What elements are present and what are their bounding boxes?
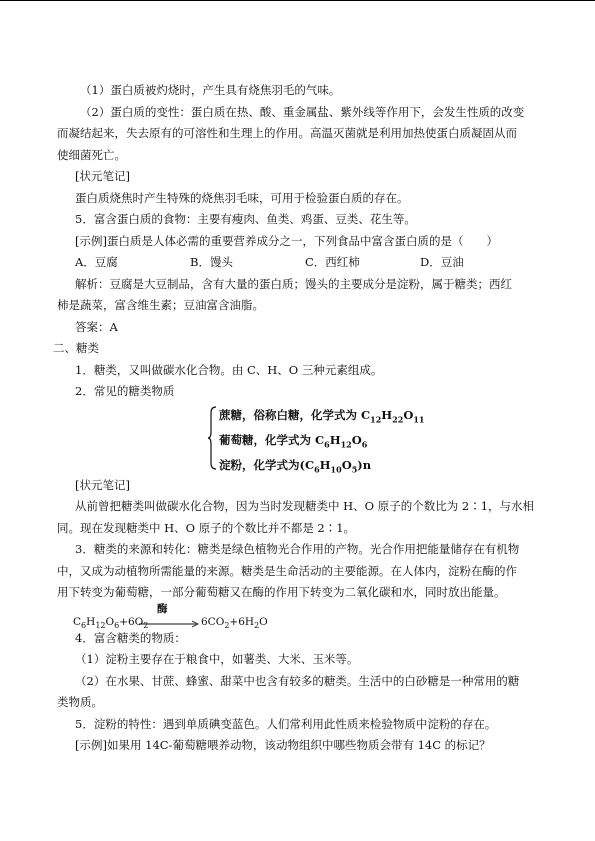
option-c: C．西红柿 [305,255,360,269]
example-question-1: [示例]蛋白质是人体必需的重要营养成分之一，下列食品中富含蛋白质的是（ ） [75,233,498,248]
sugar-source-2: 中，又成为动植物所需能量的来源。糖类是生命活动的主要能源。在人体内，淀粉在酶的作 [57,563,517,578]
example-question-2: [示例]如果用 14C-葡萄糖喂养动物，该动物组织中哪些物质会带有 14C 的标记？ [75,738,491,752]
analysis-1: 解析：豆腐是大豆制品，含有大量的蛋白质；馒头的主要成分是淀粉，属于糖类；西红 [75,276,512,291]
sugar-definition: 1．糖类，又叫做碳水化合物。由 C、H、O 三种元素组成。 [75,362,383,377]
sugar-foods-2a: （2）在水果、甘蔗、蜂蜜、甜菜中也含有较多的糖类。生活中的白砂糖是一种常用的糖 [75,673,520,688]
sugar-foods-1: （1）淀粉主要存在于粮食中，如薯类、大米、玉米等。 [75,652,359,666]
brace-icon [207,405,217,471]
equation-rhs: $6CO_2+6H_2O$ [201,615,268,630]
reaction-arrow-icon [139,620,199,628]
document-body [53,80,537,757]
sugar-source-1: 3．糖类的来源和转化：糖类是绿色植物光合作用的产物。光合作用把能量储存在有机物 [75,542,520,556]
option-b: B．馒头 [190,255,233,269]
equation-condition: 酶 [157,602,168,615]
sugar-glucose: 葡萄糖，化学式为 $C_6H_{12}O_6$ [219,432,368,450]
equation-lhs: $C_6H_{12}O_6+6O_2$ [73,615,149,630]
paragraph-denaturation-1: （2）蛋白质的变性：蛋白质在热、酸、重金属盐、紫外线等作用下，会发生性质的改变 [80,104,525,119]
answer: 答案：A [75,319,118,334]
option-d: D．豆油 [420,255,464,269]
glucose-oxidation-equation [73,602,537,630]
note2-line-2: 同。现在发现糖类中 H、O 原子的个数比并不都是 2∶1。 [57,520,356,535]
paragraph-denaturation-3: 使细菌死亡。 [57,147,126,162]
starch-property: 5．淀粉的特性：遇到单质碘变蓝色。人们常利用此性质来检验物质中淀粉的存在。 [75,716,497,731]
note-heading-2: [状元笔记] [75,477,130,492]
note2-line-1: 从前曾把糖类叫做碳水化合物，因为当时发现糖类中 H、O 原子的个数比为 2∶1，与水相 [75,499,535,513]
header-rule [0,0,595,1]
sugar-source-3: 用下转变为葡萄糖，一部分葡萄糖又在酶的作用下转变为二氧化碳和水，同时放出能量。 [57,585,506,599]
sugar-list [207,405,537,475]
analysis-2: 柿是蔬菜，富含维生素；豆油富含油脂。 [57,298,264,312]
paragraph-burning: （1）蛋白质被灼烧时，产生具有烧焦羽毛的气味。 [80,83,341,97]
paragraph-denaturation-2: 而凝结起来，失去原有的可溶性和生理上的作用。高温灭菌就是利用加热使蛋白质凝固从而 [57,126,517,140]
note-body-1: 蛋白质烧焦时产生特殊的烧焦羽毛味，可用于检验蛋白质的存在。 [75,190,409,205]
common-sugars-heading: 2．常见的糖类物质 [75,384,175,398]
sugar-foods-2b: 类物质。 [57,695,103,709]
option-a: A．豆腐 [75,255,118,269]
answer-options [57,252,537,274]
sugar-foods-heading: 4．富含糖类的物质： [75,630,186,645]
sugar-sucrose: 蔗糖，俗称白糖，化学式为 $C_{12}H_{22}O_{11}$ [219,407,425,424]
sugar-starch: 淀粉，化学式为$(C_6H_{10}O_5)n$ [219,458,372,475]
section-heading-sugars: 二、糖类 [53,341,99,355]
protein-foods: 5．富含蛋白质的食物：主要有瘦肉、鱼类、鸡蛋、豆类、花生等。 [75,212,416,226]
note-heading-1: [状元笔记] [75,169,130,183]
